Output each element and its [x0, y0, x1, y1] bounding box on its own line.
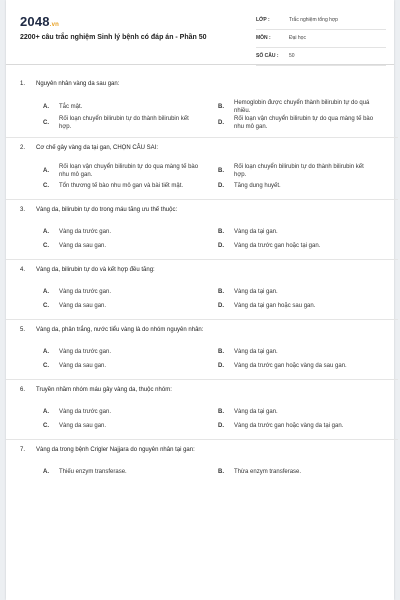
option-text: Vàng da trước gan. — [59, 229, 111, 235]
logo-text: 2048 — [20, 14, 50, 29]
document-title: 2200+ câu trắc nghiệm Sinh lý bệnh có đáp án - Phần 50 — [20, 34, 207, 41]
question-stem — [20, 206, 384, 217]
question-text: Vàng da, bilirubin tự do trong máu tăng ưu thế thuộc: — [36, 207, 178, 213]
option-letter: B. — [218, 349, 224, 355]
divider — [6, 199, 398, 200]
option-text: Thừa enzym transferase. — [234, 469, 302, 475]
question-number: 7. — [20, 447, 26, 453]
option-grid — [43, 163, 384, 193]
question-stem — [20, 266, 384, 277]
option-letter: B. — [218, 289, 224, 295]
document-header — [6, 0, 394, 65]
option-letter: D. — [218, 243, 224, 249]
meta-value: Trắc nghiệm tổng hợp — [289, 17, 338, 23]
meta-value: 50 — [289, 53, 295, 59]
option-grid — [43, 345, 384, 373]
logo-tld: .vn — [49, 22, 60, 28]
option-letter: B. — [218, 104, 224, 110]
option-letter: D. — [218, 183, 224, 189]
option-d[interactable] — [218, 419, 393, 433]
option-letter: A. — [43, 469, 49, 475]
option-letter: D. — [218, 120, 224, 126]
option-text: Tắc mật. — [59, 104, 83, 110]
question-number: 6. — [20, 387, 26, 393]
option-c[interactable] — [43, 299, 218, 313]
option-letter: A. — [43, 409, 49, 415]
option-d[interactable] — [218, 359, 393, 373]
option-c[interactable] — [43, 179, 218, 193]
question-text: Vàng da, phân trắng, nước tiểu vàng là do nhóm nguyên nhân: — [36, 327, 204, 333]
question-text: Vàng da, bilirubin tự do và kết hợp đều tăng: — [36, 267, 155, 273]
option-text: Vàng da sau gan. — [59, 243, 107, 249]
option-b[interactable] — [218, 163, 393, 179]
meta-row-subject — [256, 32, 386, 48]
option-c[interactable] — [43, 359, 218, 373]
option-letter: D. — [218, 423, 224, 429]
option-text: Vàng da trước gan. — [59, 409, 111, 415]
question-item — [20, 266, 384, 313]
option-letter: B. — [218, 168, 224, 174]
option-text: Vàng da tại gan. — [234, 409, 278, 415]
option-letter: B. — [218, 409, 224, 415]
option-text: Vàng da sau gan. — [59, 363, 107, 369]
option-letter: A. — [43, 349, 49, 355]
divider — [6, 379, 398, 380]
option-c[interactable] — [43, 239, 218, 253]
option-text: Hemoglobin được chuyển thành bilirubin tự do quá nhiều. — [234, 100, 370, 114]
option-text: Vàng da tại gan. — [234, 349, 278, 355]
option-d[interactable] — [218, 115, 393, 131]
meta-row-class — [256, 14, 386, 30]
option-a[interactable] — [43, 465, 218, 479]
option-letter: A. — [43, 104, 49, 110]
option-a[interactable] — [43, 405, 218, 419]
option-text: Vàng da trước gan. — [59, 289, 111, 295]
option-letter: A. — [43, 289, 49, 295]
question-text: Vàng da trong bệnh Crigler Najjara do nguyên nhân tại gan: — [36, 447, 195, 453]
option-d[interactable] — [218, 179, 393, 193]
option-b[interactable] — [218, 345, 393, 359]
option-text: Vàng da trước gan hoặc tại gan. — [234, 243, 321, 249]
question-number: 3. — [20, 207, 26, 213]
option-c[interactable] — [43, 419, 218, 433]
option-letter: C. — [43, 363, 49, 369]
question-number: 5. — [20, 327, 26, 333]
option-text: Rối loạn vận chuyển bilirubin tự do qua màng tế bào nhu mô gan. — [234, 116, 374, 130]
option-grid — [43, 465, 384, 479]
question-stem — [20, 80, 384, 91]
question-number: 2. — [20, 145, 26, 151]
site-logo[interactable] — [20, 14, 59, 29]
question-text: Truyền nhầm nhóm máu gây vàng da, thuộc nhóm: — [36, 387, 172, 393]
option-b[interactable] — [218, 285, 393, 299]
option-text: Rối loạn chuyển bilirubin tự do thành bilirubin kết hợp. — [234, 164, 364, 178]
option-a[interactable] — [43, 345, 218, 359]
option-text: Vàng da sau gan. — [59, 303, 107, 309]
option-letter: B. — [218, 469, 224, 475]
question-item — [20, 446, 384, 479]
question-text: Nguyên nhân vàng da sau gan: — [36, 81, 120, 87]
question-item — [20, 206, 384, 253]
option-text: Vàng da tại gan hoặc sau gan. — [234, 303, 316, 309]
option-letter: C. — [43, 303, 49, 309]
option-text: Tổn thương tế bào nhu mô gan và bài tiết mật. — [59, 183, 184, 189]
option-d[interactable] — [218, 239, 393, 253]
option-text: Vàng da tại gan. — [234, 289, 278, 295]
document-page — [6, 0, 394, 600]
document-meta — [256, 14, 386, 68]
option-text: Vàng da trước gan. — [59, 349, 111, 355]
option-letter: B. — [218, 229, 224, 235]
option-b[interactable] — [218, 225, 393, 239]
option-text: Rối loạn chuyển bilirubin tự do thành bilirubin kết hợp. — [59, 116, 189, 130]
question-stem — [20, 326, 384, 337]
divider — [6, 137, 398, 138]
option-d[interactable] — [218, 299, 393, 313]
option-grid — [43, 99, 384, 131]
meta-label: SỐ CÂU : — [256, 53, 279, 59]
option-b[interactable] — [218, 99, 393, 115]
question-item — [20, 144, 384, 193]
option-letter: A. — [43, 168, 49, 174]
option-text: Vàng da tại gan. — [234, 229, 278, 235]
divider — [6, 319, 398, 320]
question-list — [20, 80, 384, 479]
option-a[interactable] — [43, 99, 218, 115]
option-text: Vàng da sau gan. — [59, 423, 107, 429]
option-text: Vàng da trước gan hoặc vàng da sau gan. — [234, 363, 347, 369]
option-a[interactable] — [43, 225, 218, 239]
question-item — [20, 326, 384, 373]
option-a[interactable] — [43, 285, 218, 299]
meta-label: LỚP : — [256, 17, 270, 23]
option-a[interactable] — [43, 163, 218, 179]
option-letter: A. — [43, 229, 49, 235]
option-c[interactable] — [43, 115, 218, 131]
option-b[interactable] — [218, 405, 393, 419]
option-letter: C. — [43, 183, 49, 189]
divider — [6, 259, 398, 260]
question-number: 4. — [20, 267, 26, 273]
question-number: 1. — [20, 81, 26, 87]
question-item — [20, 80, 384, 131]
option-letter: D. — [218, 303, 224, 309]
option-text: Rối loạn vận chuyển bilirubin tự do qua màng tế bào nhu mô gan. — [59, 164, 199, 178]
question-item — [20, 386, 384, 433]
option-letter: D. — [218, 363, 224, 369]
option-letter: C. — [43, 423, 49, 429]
question-stem — [20, 144, 384, 155]
option-grid — [43, 225, 384, 253]
question-stem — [20, 386, 384, 397]
meta-row-count — [256, 50, 386, 66]
meta-label: MÔN : — [256, 35, 271, 41]
question-text: Cơ chế gây vàng da tại gan, CHỌN CÂU SAI: — [36, 145, 158, 151]
option-text: Tăng dung huyết. — [234, 183, 281, 189]
option-b[interactable] — [218, 465, 393, 479]
option-grid — [43, 285, 384, 313]
option-text: Vàng da trước gan hoặc vàng da tại gan. — [234, 423, 344, 429]
question-stem — [20, 446, 384, 457]
option-letter: C. — [43, 243, 49, 249]
option-letter: C. — [43, 120, 49, 126]
divider — [6, 439, 398, 440]
option-text: Thiếu enzym transferase. — [59, 469, 127, 475]
meta-value: Đại học — [289, 35, 306, 41]
option-grid — [43, 405, 384, 433]
